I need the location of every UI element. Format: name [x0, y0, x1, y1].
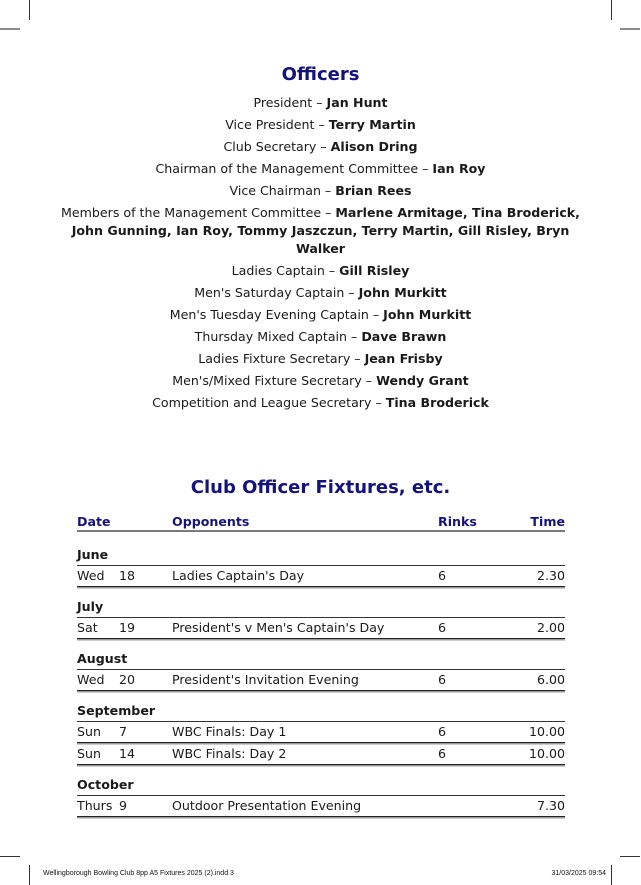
fixtures-table-body [77, 545, 565, 817]
officer-name: John Murkitt [383, 307, 472, 322]
officer-name: Marlene Armitage, Tina Broderick, John Gunning, Ian Roy, Tommy Jaszczun, Terry Martin, Gill Risley, Bryn Walker [71, 205, 580, 256]
month-group [77, 545, 565, 587]
fixture-row [77, 670, 565, 691]
fixture-time: 10.00 [528, 724, 565, 739]
officer-line [60, 262, 581, 280]
officer-line [60, 204, 581, 258]
crop-mark-bottom-left-vertical [29, 865, 30, 885]
officer-name: Wendy Grant [376, 373, 469, 388]
crop-mark-bottom-right-horizontal [620, 856, 640, 857]
month-group [77, 775, 565, 817]
header-opponents: Opponents [172, 514, 250, 529]
fixture-time: 2.30 [536, 568, 565, 583]
fixture-row [77, 566, 565, 587]
officer-name: Brian Rees [335, 183, 412, 198]
fixture-day: Sun [77, 724, 101, 739]
month-heading: June [77, 545, 565, 566]
month-group [77, 701, 565, 765]
officer-role: Ladies Captain – [231, 263, 340, 278]
fixture-day-number: 20 [119, 672, 136, 687]
officer-name: Jean Frisby [364, 351, 443, 366]
fixture-rinks [438, 796, 498, 816]
fixture-date [77, 670, 172, 690]
fixture-opponents: Outdoor Presentation Evening [172, 798, 362, 813]
officer-line [60, 160, 581, 178]
officer-role: Club Secretary – [223, 139, 331, 154]
fixture-day-number: 18 [119, 568, 136, 583]
fixture-day: Wed [77, 568, 105, 583]
fixture-opponents: Ladies Captain's Day [172, 568, 305, 583]
officer-role: President – [253, 95, 327, 110]
officer-line [60, 94, 581, 112]
officer-line [60, 182, 581, 200]
fixture-day-number: 14 [119, 746, 136, 761]
month-heading: August [77, 649, 565, 670]
fixture-time: 2.00 [536, 620, 565, 635]
fixture-day: Thurs [77, 798, 113, 813]
fixture-rinks: 6 [438, 746, 447, 761]
officers-title: Officers [281, 64, 360, 85]
officer-role: Men's Saturday Captain – [194, 285, 359, 300]
month-heading: October [77, 775, 565, 796]
fixture-row [77, 722, 565, 743]
crop-mark-top-left-horizontal [0, 28, 20, 30]
officer-role: Vice President – [225, 117, 329, 132]
crop-mark-bottom-right-vertical [611, 865, 612, 885]
officer-name: Gill Risley [339, 263, 410, 278]
officer-line [60, 328, 581, 346]
officer-role: Members of the Management Committee – [61, 205, 336, 220]
officer-name: Tina Broderick [385, 395, 489, 410]
fixture-day: Sat [77, 620, 98, 635]
fixture-rinks: 6 [438, 724, 447, 739]
officer-line [60, 350, 581, 368]
officer-line [60, 116, 581, 134]
officer-role: Chairman of the Management Committee – [155, 161, 433, 176]
officer-line [60, 394, 581, 412]
fixture-opponents: WBC Finals: Day 1 [172, 724, 287, 739]
fixture-day-number: 19 [119, 620, 136, 635]
officer-name: Jan Hunt [326, 95, 388, 110]
crop-mark-bottom-left-horizontal [0, 856, 20, 857]
officer-role: Thursday Mixed Captain – [194, 329, 362, 344]
fixture-time: 10.00 [528, 746, 565, 761]
crop-mark-top-right-vertical [611, 0, 612, 20]
fixture-day: Wed [77, 672, 105, 687]
officer-role: Vice Chairman – [229, 183, 336, 198]
month-heading: July [77, 597, 565, 618]
footer-timestamp: 31/03/2025 09:54 [551, 870, 606, 877]
month-group [77, 597, 565, 639]
crop-mark-top-right-horizontal [620, 28, 640, 30]
officer-line [60, 372, 581, 390]
officer-line [60, 284, 581, 302]
officer-name: Alison Dring [330, 139, 418, 154]
fixture-rinks: 6 [438, 672, 447, 687]
fixture-time: 6.00 [536, 672, 565, 687]
crop-mark-top-left-vertical [29, 0, 30, 20]
fixture-opponents: WBC Finals: Day 2 [172, 746, 287, 761]
header-date: Date [77, 514, 111, 529]
fixture-day: Sun [77, 746, 101, 761]
header-rinks: Rinks [438, 514, 477, 529]
fixtures-table [77, 514, 565, 818]
officer-line [60, 138, 581, 156]
fixture-day-number: 7 [119, 724, 128, 739]
officer-name: Dave Brawn [361, 329, 447, 344]
fixture-date [77, 722, 172, 742]
month-heading: September [77, 701, 565, 722]
fixture-day-number: 9 [119, 798, 128, 813]
officer-name: Terry Martin [328, 117, 416, 132]
fixture-rinks: 6 [438, 620, 447, 635]
officers-list [60, 94, 581, 416]
fixture-time: 7.30 [536, 798, 565, 813]
officer-role: Competition and League Secretary – [152, 395, 386, 410]
fixture-date [77, 618, 172, 638]
officer-name: John Murkitt [358, 285, 447, 300]
footer-file-info: Wellingborough Bowling Club 8pp A5 Fixtures 2025 (2).indd 3 [43, 870, 234, 877]
fixture-row [77, 796, 565, 817]
officer-role: Men's/Mixed Fixture Secretary – [172, 373, 377, 388]
month-group [77, 649, 565, 691]
fixture-date [77, 566, 172, 586]
officer-name: Ian Roy [432, 161, 486, 176]
fixture-row [77, 618, 565, 639]
fixture-row [77, 744, 565, 765]
fixtures-table-header [77, 514, 565, 532]
fixture-date [77, 796, 172, 816]
officer-role: Ladies Fixture Secretary – [198, 351, 365, 366]
fixture-opponents: President's Invitation Evening [172, 672, 359, 687]
officer-line [60, 306, 581, 324]
fixture-rinks: 6 [438, 568, 447, 583]
fixture-opponents: President's v Men's Captain's Day [172, 620, 385, 635]
fixtures-title: Club Officer Fixtures, etc. [190, 477, 451, 498]
fixture-date [77, 744, 172, 764]
header-time: Time [530, 514, 565, 529]
officer-role: Men's Tuesday Evening Captain – [169, 307, 384, 322]
